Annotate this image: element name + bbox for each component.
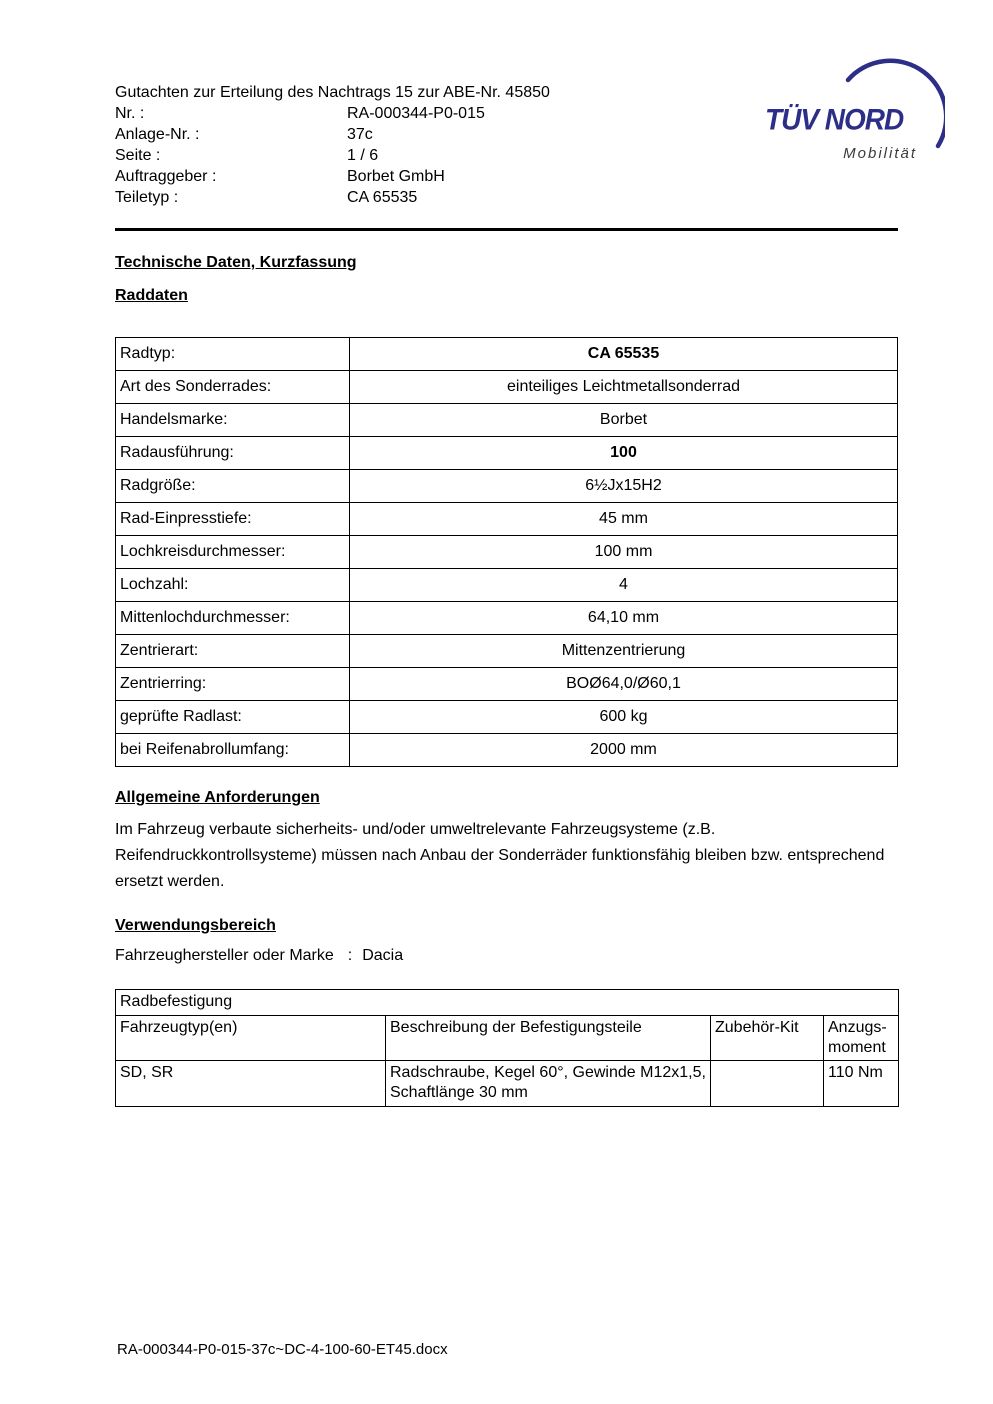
header-field-label: Anlage-Nr. :	[115, 126, 200, 143]
raddaten-row	[116, 569, 898, 602]
raddaten-label: Zentrierart:	[116, 635, 350, 668]
raddaten-value: 64,10 mm	[350, 602, 898, 635]
header-field-value: 37c	[347, 126, 373, 143]
raddaten-value: 600 kg	[350, 701, 898, 734]
raddaten-row	[116, 503, 898, 536]
raddaten-table	[115, 337, 898, 767]
raddaten-label: Radgröße:	[116, 470, 350, 503]
raddaten-label: Radtyp:	[116, 338, 350, 371]
header-field-value: 1 / 6	[347, 147, 379, 164]
raddaten-row	[116, 371, 898, 404]
header-field-value: CA 65535	[347, 189, 418, 206]
document-title: Gutachten zur Erteilung des Nachtrags 15 zur ABE-Nr. 45850	[115, 84, 550, 101]
header-field	[115, 124, 898, 145]
header-field-label: Seite :	[115, 147, 161, 164]
raddaten-label: Mittenlochdurchmesser:	[116, 602, 350, 635]
raddaten-row	[116, 404, 898, 437]
footer-filename: RA-000344-P0-015-37c~DC-4-100-60-ET45.docx	[117, 1341, 448, 1358]
radbefestigung-caption: Radbefestigung	[116, 990, 899, 1016]
raddaten-label: Handelsmarke:	[116, 404, 350, 437]
raddaten-value: Mittenzentrierung	[350, 635, 898, 668]
logo-tagline: Mobilität	[843, 145, 917, 162]
raddaten-value: 6½Jx15H2	[350, 470, 898, 503]
raddaten-value: 2000 mm	[350, 734, 898, 767]
raddaten-row	[116, 668, 898, 701]
raddaten-value: 4	[350, 569, 898, 602]
raddaten-row	[116, 602, 898, 635]
header-field-value: RA-000344-P0-015	[347, 105, 485, 122]
raddaten-value: BOØ64,0/Ø60,1	[350, 668, 898, 701]
radbefestigung-header-cell: Fahrzeugtyp(en)	[116, 1016, 386, 1061]
radbefestigung-zubehoer-kit	[711, 1061, 824, 1107]
raddaten-value: 100	[350, 437, 898, 470]
raddaten-label: Rad-Einpresstiefe:	[116, 503, 350, 536]
radbefestigung-beschreibung: Radschraube, Kegel 60°, Gewinde M12x1,5, Schaftlänge 30 mm	[386, 1061, 711, 1107]
raddaten-row	[116, 734, 898, 767]
raddaten-row	[116, 437, 898, 470]
radbefestigung-caption-row	[116, 990, 899, 1016]
heading-allgemeine-anforderungen: Allgemeine Anforderungen	[115, 789, 320, 806]
header-field-label: Nr. :	[115, 105, 145, 122]
radbefestigung-header-cell: Zubehör-Kit	[711, 1016, 824, 1061]
raddaten-row	[116, 701, 898, 734]
radbefestigung-row	[116, 1061, 899, 1107]
heading-technische-daten: Technische Daten, Kurzfassung	[115, 254, 357, 271]
header-field-value: Borbet GmbH	[347, 168, 445, 185]
manufacturer-value: Dacia	[362, 947, 404, 964]
raddaten-value: einteiliges Leichtmetallsonderrad	[350, 371, 898, 404]
raddaten-row	[116, 338, 898, 371]
header-field	[115, 166, 898, 187]
allgemeine-anforderungen-text: Im Fahrzeug verbaute sicherheits- und/oder umweltrelevante Fahrzeugsysteme (z.B. Reifendruckkontrollsysteme) müssen nach Anbau der Sonderräder funktionsfähig bleiben bzw. entsprechend ersetzt werden.	[115, 821, 885, 890]
radbefestigung-fahrzeugtyp: SD, SR	[116, 1061, 386, 1107]
raddaten-label: Lochkreisdurchmesser:	[116, 536, 350, 569]
raddaten-value: 45 mm	[350, 503, 898, 536]
heading-verwendungsbereich: Verwendungsbereich	[115, 917, 276, 934]
radbefestigung-header-row	[116, 1016, 899, 1061]
raddaten-row	[116, 470, 898, 503]
logo-brand-text: TÜV NORD	[765, 103, 904, 136]
manufacturer-separator: :	[347, 947, 353, 964]
radbefestigung-anzugsmoment: 110 Nm	[824, 1061, 899, 1107]
raddaten-value: 100 mm	[350, 536, 898, 569]
raddaten-label: geprüfte Radlast:	[116, 701, 350, 734]
raddaten-value: CA 65535	[350, 338, 898, 371]
raddaten-row	[116, 536, 898, 569]
header-divider	[115, 228, 898, 231]
header-field	[115, 187, 898, 208]
heading-raddaten: Raddaten	[115, 287, 188, 304]
manufacturer-line	[115, 946, 898, 965]
raddaten-label: Radausführung:	[116, 437, 350, 470]
header-field	[115, 103, 898, 124]
header-fields	[115, 103, 898, 208]
header-field-label: Auftraggeber :	[115, 168, 217, 185]
raddaten-label: Lochzahl:	[116, 569, 350, 602]
radbefestigung-header-cell: Beschreibung der Befestigungsteile	[386, 1016, 711, 1061]
raddaten-label: bei Reifenabrollumfang:	[116, 734, 350, 767]
raddaten-label: Art des Sonderrades:	[116, 371, 350, 404]
header-field-label: Teiletyp :	[115, 189, 179, 206]
manufacturer-label: Fahrzeughersteller oder Marke	[115, 947, 334, 964]
radbefestigung-table	[115, 989, 899, 1107]
header-field	[115, 145, 898, 166]
document-header	[115, 82, 898, 208]
raddaten-value: Borbet	[350, 404, 898, 437]
raddaten-row	[116, 635, 898, 668]
raddaten-label: Zentrierring:	[116, 668, 350, 701]
radbefestigung-header-cell: Anzugs-moment	[824, 1016, 899, 1061]
